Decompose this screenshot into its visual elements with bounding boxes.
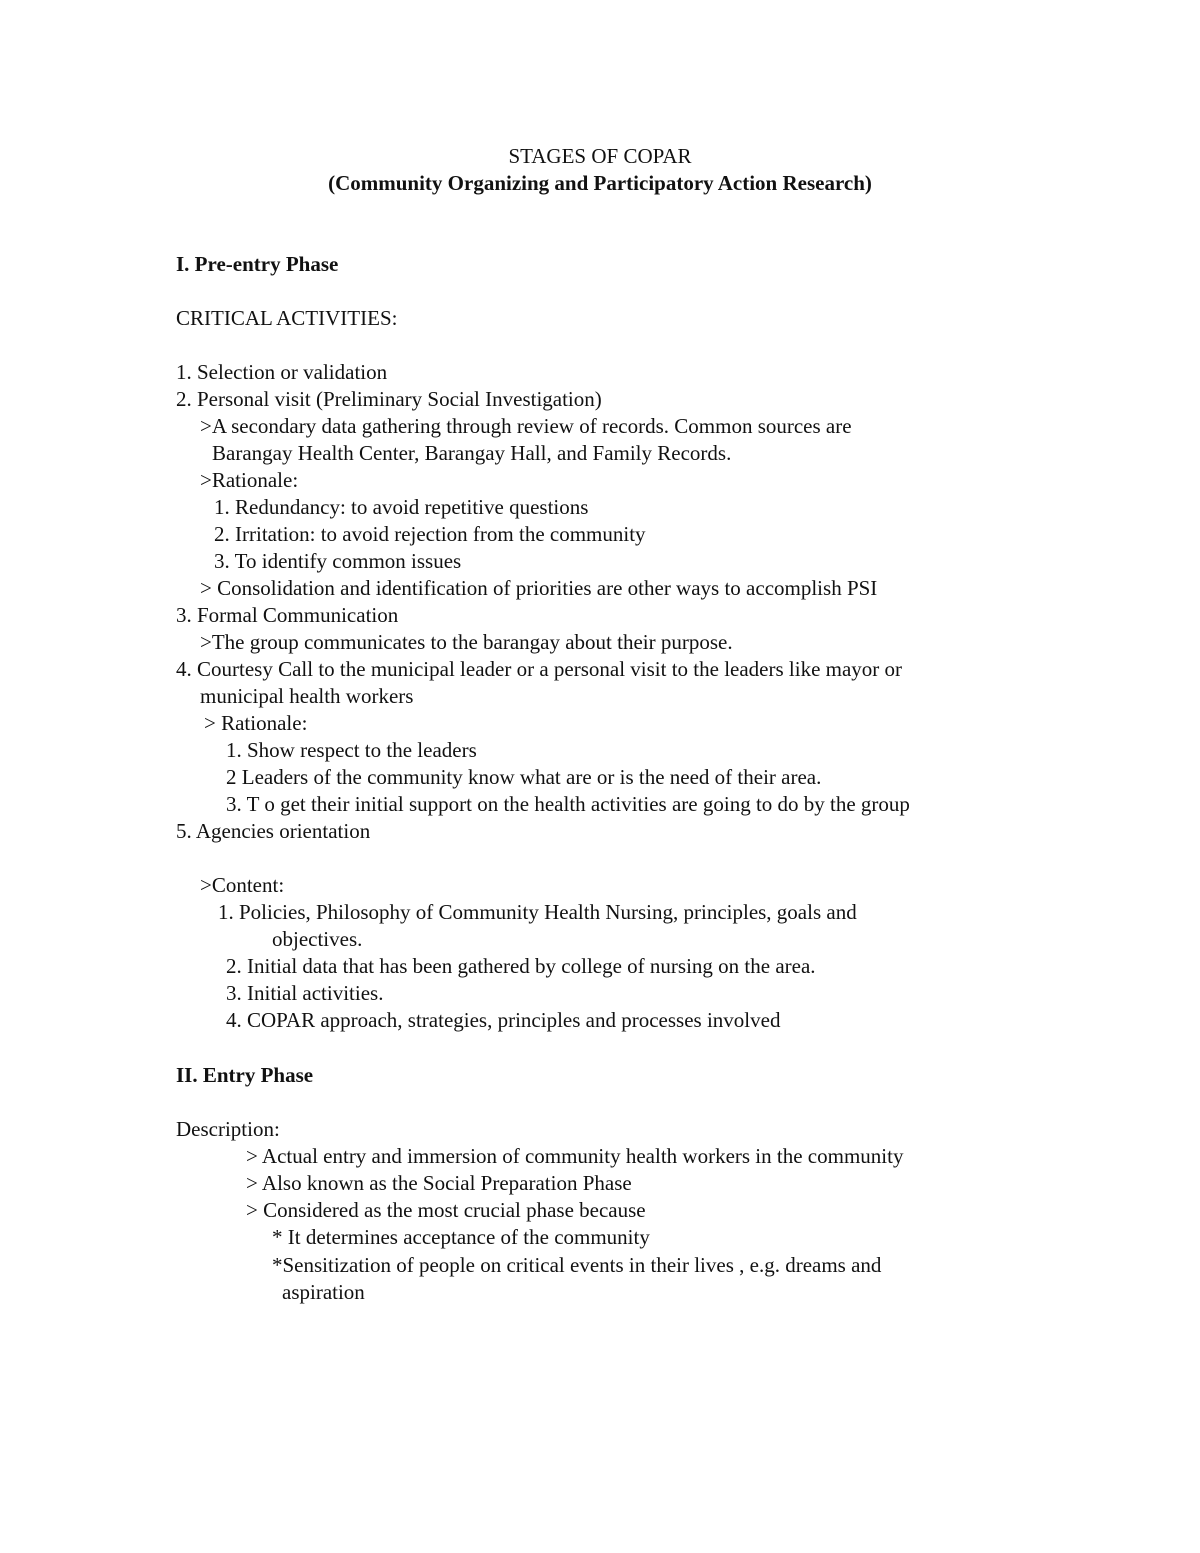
reason-item: * It determines acceptance of the community	[272, 1225, 650, 1249]
activity-detail: >A secondary data gathering through review of records. Common sources are	[200, 414, 852, 438]
activity-item: 2. Personal visit (Preliminary Social Investigation)	[176, 387, 602, 411]
rationale-item: 3. T o get their initial support on the health activities are going to do by the group	[226, 792, 910, 816]
rationale-item: 2. Irritation: to avoid rejection from the community	[214, 522, 646, 546]
description-label: Description:	[176, 1117, 280, 1141]
phase-2-heading: II. Entry Phase	[176, 1063, 314, 1087]
activity-detail: > Consolidation and identification of priorities are other ways to accomplish PSI	[200, 576, 878, 600]
activity-item: 1. Selection or validation	[176, 360, 388, 384]
activity-item-continued: municipal health workers	[200, 684, 414, 708]
document-title: STAGES OF COPAR	[508, 144, 692, 168]
rationale-item: 1. Show respect to the leaders	[226, 738, 477, 762]
rationale-item: 2 Leaders of the community know what are or is the need of their area.	[226, 765, 822, 789]
critical-activities-label: CRITICAL ACTIVITIES:	[176, 306, 398, 330]
content-label: >Content:	[200, 873, 285, 897]
reason-item: *Sensitization of people on critical events in their lives , e.g. dreams and	[272, 1253, 882, 1277]
content-item-continued: objectives.	[272, 927, 363, 951]
rationale-item: 3. To identify common issues	[214, 549, 462, 573]
content-item: 4. COPAR approach, strategies, principles and processes involved	[226, 1008, 781, 1032]
content-item: 3. Initial activities.	[226, 981, 384, 1005]
activity-item: 3. Formal Communication	[176, 603, 399, 627]
content-item: 1. Policies, Philosophy of Community Health Nursing, principles, goals and	[218, 900, 857, 924]
description-item: > Also known as the Social Preparation Phase	[246, 1171, 632, 1195]
content-item: 2. Initial data that has been gathered by college of nursing on the area.	[226, 954, 816, 978]
activity-detail: Barangay Health Center, Barangay Hall, and Family Records.	[212, 441, 732, 465]
rationale-label: >Rationale:	[200, 468, 299, 492]
activity-detail: >The group communicates to the barangay about their purpose.	[200, 630, 733, 654]
activity-item: 5. Agencies orientation	[176, 819, 371, 843]
rationale-item: 1. Redundancy: to avoid repetitive questions	[214, 495, 589, 519]
activity-item: 4. Courtesy Call to the municipal leader or a personal visit to the leaders like mayor or	[176, 657, 903, 681]
description-item: > Actual entry and immersion of community health workers in the community	[246, 1144, 904, 1168]
document-subtitle: (Community Organizing and Participatory Action Research)	[328, 171, 872, 195]
reason-item-continued: aspiration	[282, 1280, 365, 1304]
phase-1-heading: I. Pre-entry Phase	[176, 252, 339, 276]
rationale-label: > Rationale:	[204, 711, 308, 735]
description-item: > Considered as the most crucial phase because	[246, 1198, 646, 1222]
